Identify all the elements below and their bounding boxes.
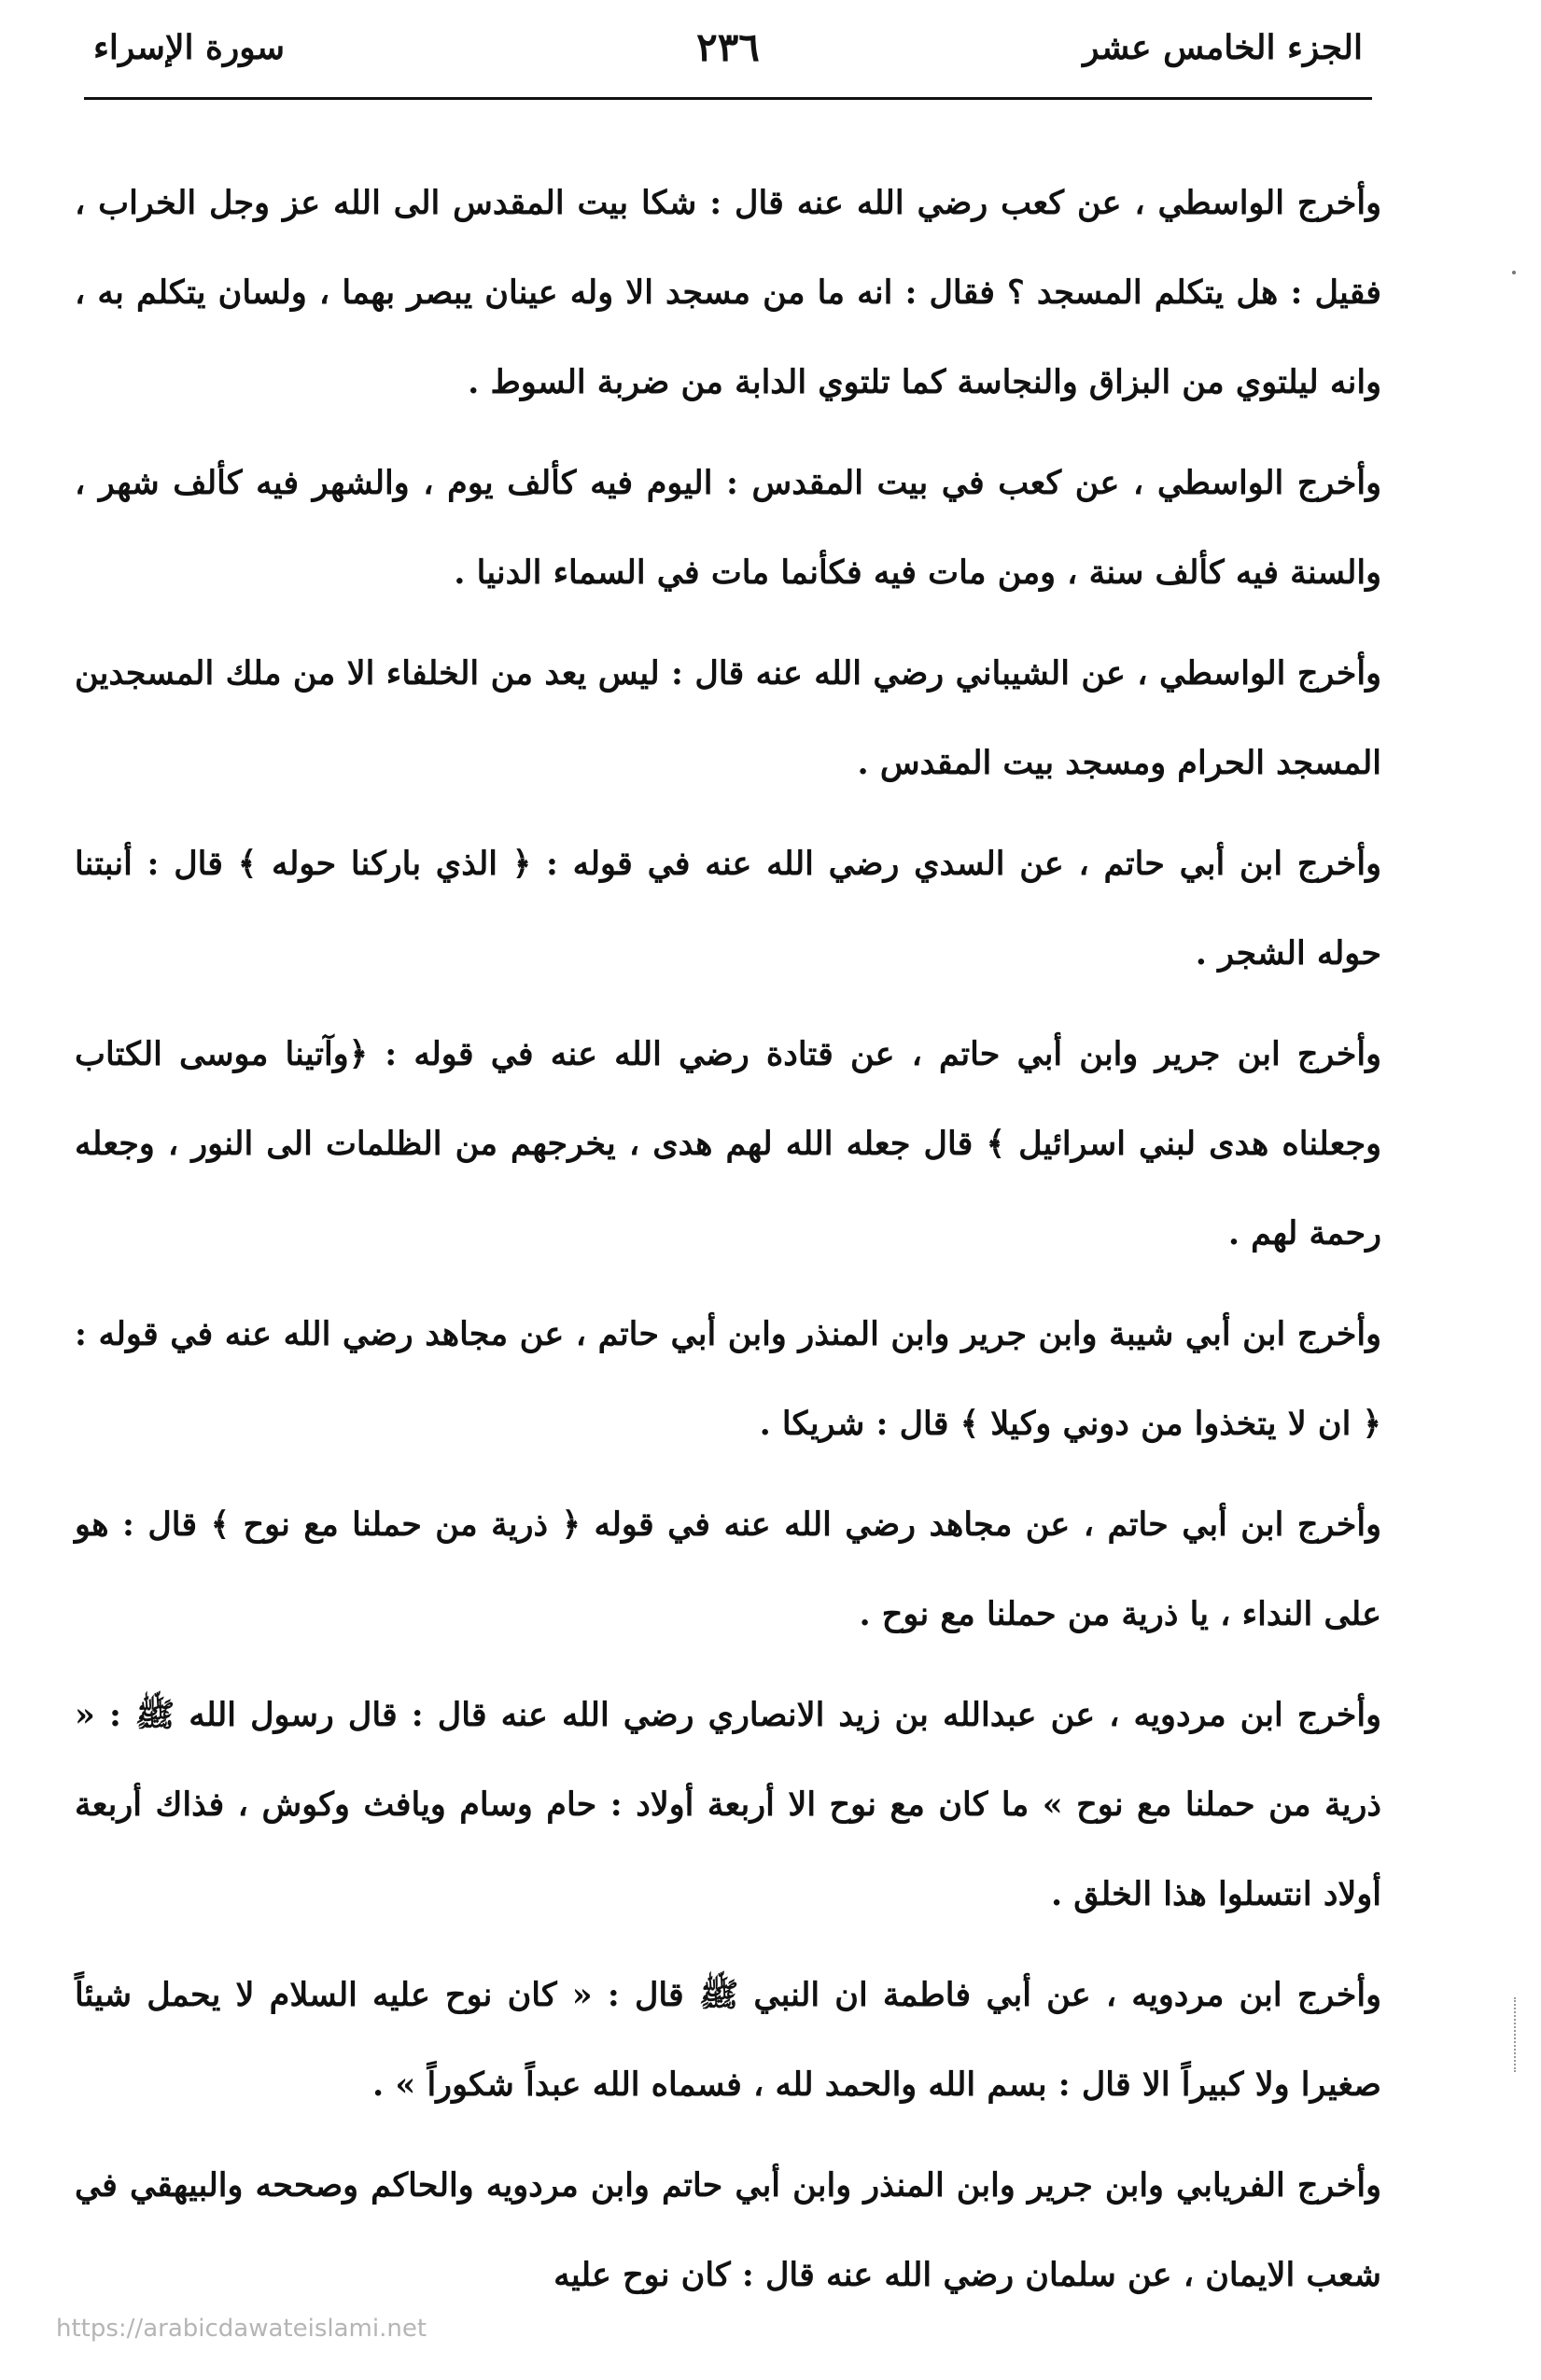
paragraph: وأخرج الفريابي وابن جرير وابن المنذر وابن أبي حاتم وابن مردويه والحاكم وصححه والبيهقي في شعب الايمان ، عن سلمان رضي الله عنه قال : كان نوح عليه (75, 2166, 1381, 2294)
watermark-url: https://arabicdawateislami.net (56, 2315, 427, 2343)
paragraph: وأخرج الواسطي ، عن الشيباني رضي الله عنه قال : ليس يعد من الخلفاء الا من ملك المسجدين المسجد الحرام ومسجد بيت المقدس . (75, 654, 1381, 782)
paragraph: وأخرج ابن جرير وابن أبي حاتم ، عن قتادة رضي الله عنه في قوله : ﴿وآتينا موسى الكتاب وجعلناه هدى لبني اسرائيل ﴾ قال جعله الله لهم هدى ، يخرجهم من الظلمات الى النور ، وجعله رحمة لهم . (75, 1035, 1381, 1253)
page (75, 19, 1381, 2305)
paragraph: وأخرج ابن أبي حاتم ، عن السدي رضي الله عنه في قوله : ﴿ الذي باركنا حوله ﴾ قال : أنبتنا حوله الشجر . (75, 845, 1381, 973)
scan-speck (1512, 271, 1516, 274)
paragraph: وأخرج ابن مردويه ، عن عبدالله بن زيد الانصاري رضي الله عنه قال : قال رسول الله ﷺ : « ذرية من حملنا مع نوح » ما كان مع نوح الا أربعة أولاد : حام وسام ويافث وكوش ، فذاك أربعة أولاد انتسلوا هذا الخلق . (75, 1696, 1381, 1913)
paragraph: وأخرج ابن أبي حاتم ، عن مجاهد رضي الله عنه في قوله ﴿ ذرية من حملنا مع نوح ﴾ قال : هو على النداء ، يا ذرية من حملنا مع نوح . (75, 1505, 1381, 1633)
paragraph: وأخرج الواسطي ، عن كعب رضي الله عنه قال : شكا بيت المقدس الى الله عز وجل الخراب ، فقيل : هل يتكلم المسجد ؟ فقال : انه ما من مسجد الا وله عينان يبصر بهما ، ولسان يتكلم به ، وانه ليلتوي من البزاق والنجاسة كما تلتوي الدابة من ضربة السوط . (75, 184, 1381, 401)
surah-title: سورة الإسراء (93, 28, 286, 67)
scan-speck (1514, 1997, 1521, 2072)
header-rule (84, 97, 1372, 100)
paragraph: وأخرج الواسطي ، عن كعب في بيت المقدس : اليوم فيه كألف يوم ، والشهر فيه كألف شهر ، والسنة فيه كألف سنة ، ومن مات فيه فكأنما مات في السماء الدنيا . (75, 464, 1381, 592)
page-header (75, 19, 1381, 84)
page-number: ٢٣٦ (696, 24, 760, 70)
part-title: الجزء الخامس عشر (1083, 28, 1363, 67)
paragraph: وأخرج ابن مردويه ، عن أبي فاطمة ان النبي ﷺ قال : « كان نوح عليه السلام لا يحمل شيئاً صغيرا ولا كبيراً الا قال : بسم الله والحمد لله ، فسماه الله عبداً شكوراً » . (75, 1976, 1381, 2104)
body-text (75, 159, 1381, 2331)
paragraph: وأخرج ابن أبي شيبة وابن جرير وابن المنذر وابن أبي حاتم ، عن مجاهد رضي الله عنه في قوله : ﴿ ان لا يتخذوا من دوني وكيلا ﴾ قال : شريكا . (75, 1315, 1381, 1443)
